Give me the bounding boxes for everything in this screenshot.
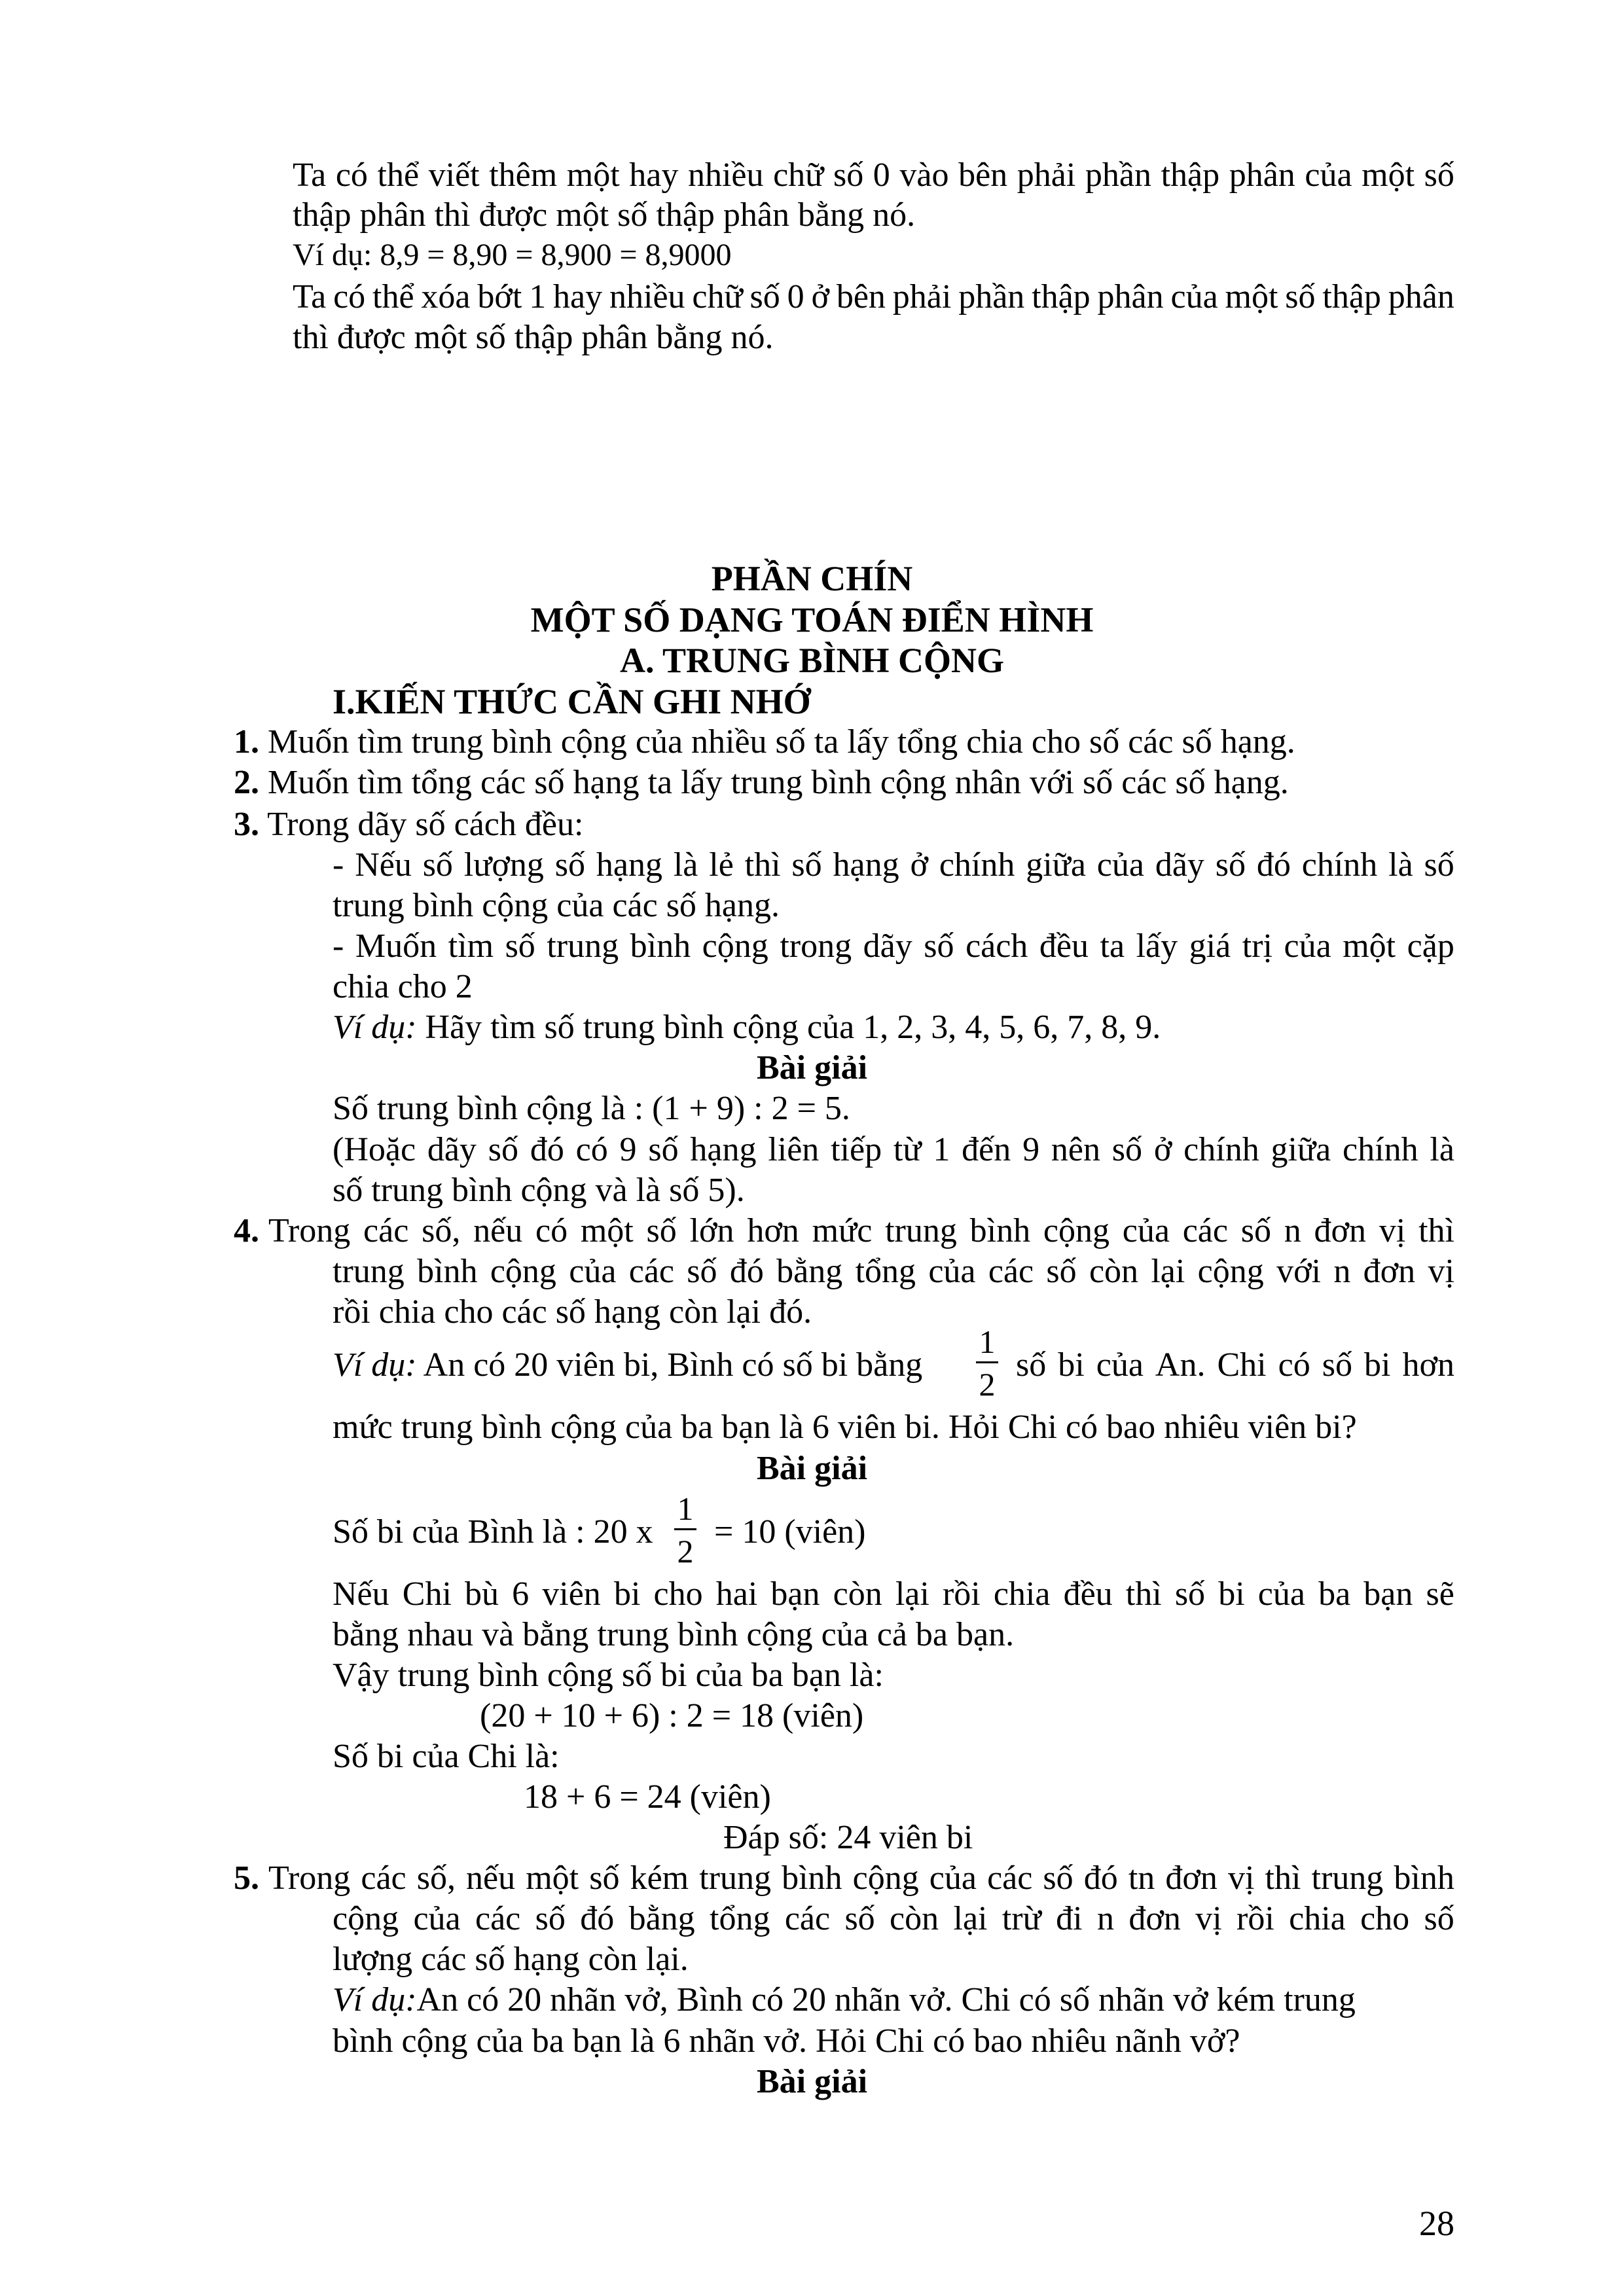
word: 1 [529,278,547,315]
word: nhiều [687,156,764,194]
word: chữ [773,156,824,194]
part-heading: PHẦN CHÍN [711,559,913,598]
word: số [1111,1131,1143,1168]
word: thì [1418,1212,1454,1249]
word: đó [530,1131,564,1168]
fraction-numerator: 1 [677,1490,694,1527]
word: lượng [463,846,544,884]
word: rồi [942,1575,981,1613]
word: n [1333,1253,1351,1290]
word: Trong [268,1212,351,1249]
word: trong [780,927,852,965]
item-5-example [333,1983,1454,2017]
word: lấy [1136,927,1178,965]
word: số [554,846,586,884]
item-4-solution-line-6: Số bi của Chi là: [333,1738,560,1775]
word: số [1322,1346,1353,1384]
word: với [1276,1253,1322,1290]
word: lẻ [709,846,734,884]
word: nếu [473,1212,523,1249]
word: - [333,846,344,884]
word: của [1257,1575,1305,1613]
word: một [1343,927,1396,965]
item-1 [234,725,1295,759]
word: một [1225,278,1278,315]
word: hơn [1402,1346,1454,1384]
word: tổng [855,1253,916,1290]
word: chia [993,1575,1051,1613]
word: chính [1343,1131,1418,1168]
word: bên [836,278,886,315]
word: còn [890,1900,939,1937]
word: trung [1311,1859,1384,1897]
item-1-number: 1. [234,723,259,761]
word: từ [893,1131,922,1168]
item-5-solution-title: Bài giải [756,2063,868,2100]
word: hạng [690,1131,757,1168]
word: Ta [293,278,327,315]
word: đó [1083,1859,1118,1897]
item-4-solution-line-4: Vậy trung bình cộng số bi của ba bạn là: [333,1657,884,1694]
item-3-example-text: Hãy tìm số trung bình cộng của 1, 2, 3, 4, 5, 6, 7, 8, 9. [416,1009,1161,1046]
word: thêm [489,156,558,194]
item-4-example-label: Ví dụ: [333,1346,417,1384]
item-3-example [333,1011,1161,1045]
word: thập [1161,156,1220,194]
fraction-denominator: 2 [979,1366,996,1403]
item-3-example-label: Ví dụ: [333,1009,417,1046]
word: bạn [770,1575,820,1613]
item-3-text: Trong dãy số cách đều: [267,806,584,843]
word: của [928,1253,976,1290]
word: hai [715,1575,758,1613]
word: tìm [448,927,494,965]
item-2-number: 2. [234,764,259,801]
item-4-example-part-1 [333,1348,922,1382]
word: số [844,1900,875,1937]
word: các [987,1859,1033,1897]
word: thập [1032,278,1091,315]
word: hạng [833,846,899,884]
word: cộng [852,1859,919,1897]
word: sẽ [1426,1575,1454,1613]
item-3 [234,808,583,842]
word: còn [1089,1253,1139,1290]
word: Trong [268,1859,351,1897]
word: đơn [1165,1859,1218,1897]
word: chữ [692,278,743,315]
word: đó [729,1253,764,1290]
word: đến [962,1131,1011,1168]
word: có [1278,1346,1310,1384]
item-4-answer: Đáp số: 24 viên bi [723,1819,973,1856]
word: chính [1183,1131,1259,1168]
word: cách [965,927,1028,965]
word: giữa [1271,1131,1331,1168]
item-5-line-1 [268,1861,1454,1895]
word: các [988,1253,1034,1290]
word: cộng [333,1900,399,1937]
word: các [784,1900,831,1937]
chapter-title: MỘT SỐ DẠNG TOÁN ĐIỂN HÌNH [530,600,1094,639]
word: 0 [787,278,804,315]
word: số [646,1212,677,1249]
word: của [413,1900,461,1937]
item-2-text: Muốn tìm tổng các số hạng ta lấy trung bình cộng nhân với số các số hạng. [268,764,1289,801]
item-4-example-text-b [1016,1348,1454,1382]
word: một [526,1859,579,1897]
word: kém [630,1859,689,1897]
word: bù [465,1575,499,1613]
word: đi [1056,1900,1083,1937]
word: vị [1227,1859,1255,1897]
word: thì [1265,1859,1301,1897]
word: số [1174,1575,1206,1613]
item-4-solution-line-1b: = 10 (viên) [714,1513,866,1551]
word: cho [1360,1900,1410,1937]
word: hay [553,278,603,315]
word: chính [1301,846,1378,884]
word: (Hoặc [333,1131,416,1168]
word: lại [1151,1253,1185,1290]
word: số [422,846,453,884]
word: ba [1318,1575,1351,1613]
word: phân [1229,156,1295,194]
item-4-solution-line-2 [333,1577,1454,1611]
word: 1 [933,1131,950,1168]
word: dãy [427,1131,477,1168]
word: có [333,278,366,315]
word: số [488,1131,518,1168]
word: tn [1128,1859,1155,1897]
word: n [1096,1900,1114,1937]
word: có [575,1131,608,1168]
word: phân [1388,278,1454,315]
word: mức [812,1212,873,1249]
word: Chi [1217,1346,1267,1384]
word: Muốn [355,927,437,965]
intro-line-1 [293,158,1454,192]
word: chính [939,846,1015,884]
word: bình [417,1253,478,1290]
word: đơn [1128,1900,1181,1937]
item-4-solution-line-7: 18 + 6 = 24 (viên) [524,1778,771,1816]
word: cộng [490,1253,556,1290]
word: số [1046,1253,1077,1290]
item-4-solution-line-1a: Số bi của Bình là : 20 x [333,1513,653,1551]
word: ta [1100,927,1125,965]
intro-example: Ví dụ: 8,9 = 8,90 = 8,900 = 8,9000 [293,238,732,272]
word: bi [613,1575,641,1613]
intro-line-4 [293,280,1454,314]
word: viên [542,1575,601,1613]
item-3-rule-b-line-1 [333,929,1454,963]
item-5-example-label: Ví dụ: [333,1981,417,2018]
word: các [475,1900,521,1937]
item-2 [234,766,1289,800]
word: thì [1125,1575,1162,1613]
word: bằng [628,1900,695,1937]
word: chia [1289,1900,1346,1937]
word: số [648,1131,679,1168]
word: số [589,1859,620,1897]
word: là [1430,1131,1454,1168]
word: cho [653,1575,703,1613]
word: số [924,927,954,965]
word: đơn [1363,1253,1416,1290]
item-3-rule-a-line-1 [333,848,1454,882]
word: số [1016,1346,1047,1384]
fraction-bar [674,1528,696,1530]
item-5-line-2 [333,1902,1454,1936]
word: đơn [1314,1212,1367,1249]
word: lại [895,1575,929,1613]
word: phải [1017,156,1076,194]
word: số [687,1253,717,1290]
word: các [628,1253,674,1290]
word: số [1043,1859,1074,1897]
word: bình [782,1859,842,1897]
word: còn [833,1575,882,1613]
item-4-number: 4. [234,1212,259,1249]
word: trung [333,1253,405,1290]
word: thì [744,846,781,884]
fraction-bar [976,1361,998,1363]
word: một [1362,156,1415,194]
word: của [1284,927,1331,965]
word: số [1424,156,1454,194]
intro-line-5: thì được một số thập phân bằng nó. [293,319,774,356]
page-number: 28 [1419,2204,1454,2243]
word: của [1122,1212,1170,1249]
fraction-denominator: 2 [677,1533,694,1570]
word: bạn [1363,1575,1413,1613]
word: của [569,1253,617,1290]
word: liên [768,1131,820,1168]
item-4-solution-line-3: bằng nhau và bằng trung bình cộng của cả ba bạn. [333,1616,1015,1653]
item-3-number: 3. [234,806,259,843]
word: bi [1218,1575,1245,1613]
word: các [1182,1212,1228,1249]
word: ở [910,846,928,884]
item-3-rule-a-line-2: trung bình cộng của các số hạng. [333,887,780,924]
word: trị [1242,927,1272,965]
word: cộng [1043,1212,1110,1249]
word: bình [630,927,691,965]
word: có [535,1212,568,1249]
word: 0 [873,156,890,194]
word: viết [428,156,480,194]
word: vị [1379,1212,1406,1249]
word: giá [1189,927,1231,965]
word: lại [953,1900,988,1937]
word: vào [899,156,949,194]
item-4-line-3: rồi chia cho các số hạng còn lại đó. [333,1293,812,1331]
word: hơn [747,1212,799,1249]
word: bình [1394,1859,1454,1897]
word: số [505,927,535,965]
word: hay [629,156,679,194]
word: một [566,156,620,194]
word: xóa [421,278,471,315]
word: nhiều [609,278,685,315]
word: của [1170,278,1218,315]
item-4-solution-line-5: (20 + 10 + 6) : 2 = 18 (viên) [480,1697,864,1734]
word: dãy [1155,846,1204,884]
word: đều [1039,927,1089,965]
item-4-example-text-a: An có 20 viên bi, Bình có số bi bằng [416,1346,923,1384]
item-4-example-line-2: mức trung bình cộng của ba bạn là 6 viên bi. Hỏi Chi có bao nhiêu viên bi? [333,1408,1357,1446]
intro-line-2: thập phân thì được một số thập phân bằng nó. [293,196,916,234]
word: phần [1085,156,1151,194]
word: ở [1153,1131,1172,1168]
word: đó [1256,846,1291,884]
section-heading: A. TRUNG BÌNH CỘNG [619,641,1005,680]
word: các [361,1859,406,1897]
word: là [673,846,698,884]
word: Nếu [333,1575,389,1613]
word: một [580,1212,634,1249]
word: thể [372,278,414,315]
word: của [929,1859,977,1897]
item-5-example-text: An có 20 nhãn vở, Bình có 20 nhãn vở. Chi có số nhãn vở kém trung [416,1981,1356,2018]
word: giữa [1026,846,1086,884]
word: trung [699,1859,771,1897]
word: bi [1364,1346,1391,1384]
word: thập [1322,278,1381,315]
word: bình [969,1212,1031,1249]
word: số [535,1900,566,1937]
word: nên [1051,1131,1100,1168]
word: bớt [477,278,522,315]
word: của [1096,1346,1144,1384]
word: bằng [776,1253,843,1290]
word: vị [1195,1900,1222,1937]
subsection-heading: I.KIẾN THỨC CẦN GHI NHỚ [333,682,811,721]
word: - [333,927,344,965]
item-3-rule-b-line-2: chia cho 2 [333,968,473,1005]
word: là [1388,846,1413,884]
word: dãy [863,927,912,965]
fraction-numerator: 1 [979,1323,996,1360]
word: vị [1428,1253,1454,1290]
word: 9 [619,1131,637,1168]
word: đều [1063,1575,1113,1613]
word: n [1284,1212,1301,1249]
word: số [791,846,822,884]
item-3-solution-line-3: số trung bình cộng và là số 5). [333,1172,745,1209]
item-4-line-1 [268,1214,1454,1248]
word: trung [547,927,619,965]
word: số, [416,1859,456,1897]
word: cặp [1407,927,1454,965]
word: 9 [1022,1131,1040,1168]
item-5-line-3: lượng các số hạng còn lại. [333,1941,689,1978]
word: đó [580,1900,615,1937]
item-3-solution-title: Bài giải [756,1049,868,1086]
word: số, [422,1212,461,1249]
word: rồi [1236,1900,1274,1937]
word: lớn [689,1212,734,1249]
word: Chi [402,1575,452,1613]
word: tiếp [831,1131,882,1168]
item-5-number: 5. [234,1859,259,1897]
item-4-line-2 [333,1255,1454,1289]
word: có [335,156,368,194]
word: thể [377,156,420,194]
word: phần [958,278,1025,315]
word: số [749,278,780,315]
word: cộng [702,927,768,965]
word: số [1424,1900,1454,1937]
word: số [1215,846,1246,884]
word: phân [1097,278,1164,315]
word: bi [1058,1346,1085,1384]
item-3-solution-line-2 [333,1133,1454,1167]
word: trung [885,1212,957,1249]
word: trừ [1001,1900,1041,1937]
word: Nếu [355,846,412,884]
word: phải [892,278,952,315]
word: bên [958,156,1008,194]
word: của [1305,156,1352,194]
word: ở [811,278,829,315]
word: Ta [293,156,327,194]
word: cộng [1197,1253,1264,1290]
word: nếu [466,1859,516,1897]
item-4-solution-title: Bài giải [756,1450,868,1487]
word: 6 [512,1575,530,1613]
item-1-text: Muốn tìm trung bình cộng của nhiều số ta lấy tổng chia cho số các số hạng. [268,723,1295,761]
word: tổng [710,1900,770,1937]
word: số [833,156,864,194]
item-5-example-line-2: bình cộng của ba bạn là 6 nhãn vở. Hỏi Chi có bao nhiêu nãnh vở? [333,2022,1240,2060]
word: số [1285,278,1316,315]
word: của [1096,846,1144,884]
word: các [363,1212,409,1249]
word: số [1240,1212,1271,1249]
word: An. [1155,1346,1206,1384]
item-3-solution-line-1: Số trung bình cộng là : (1 + 9) : 2 = 5. [333,1090,850,1127]
word: hạng [596,846,662,884]
word: số [1424,846,1454,884]
